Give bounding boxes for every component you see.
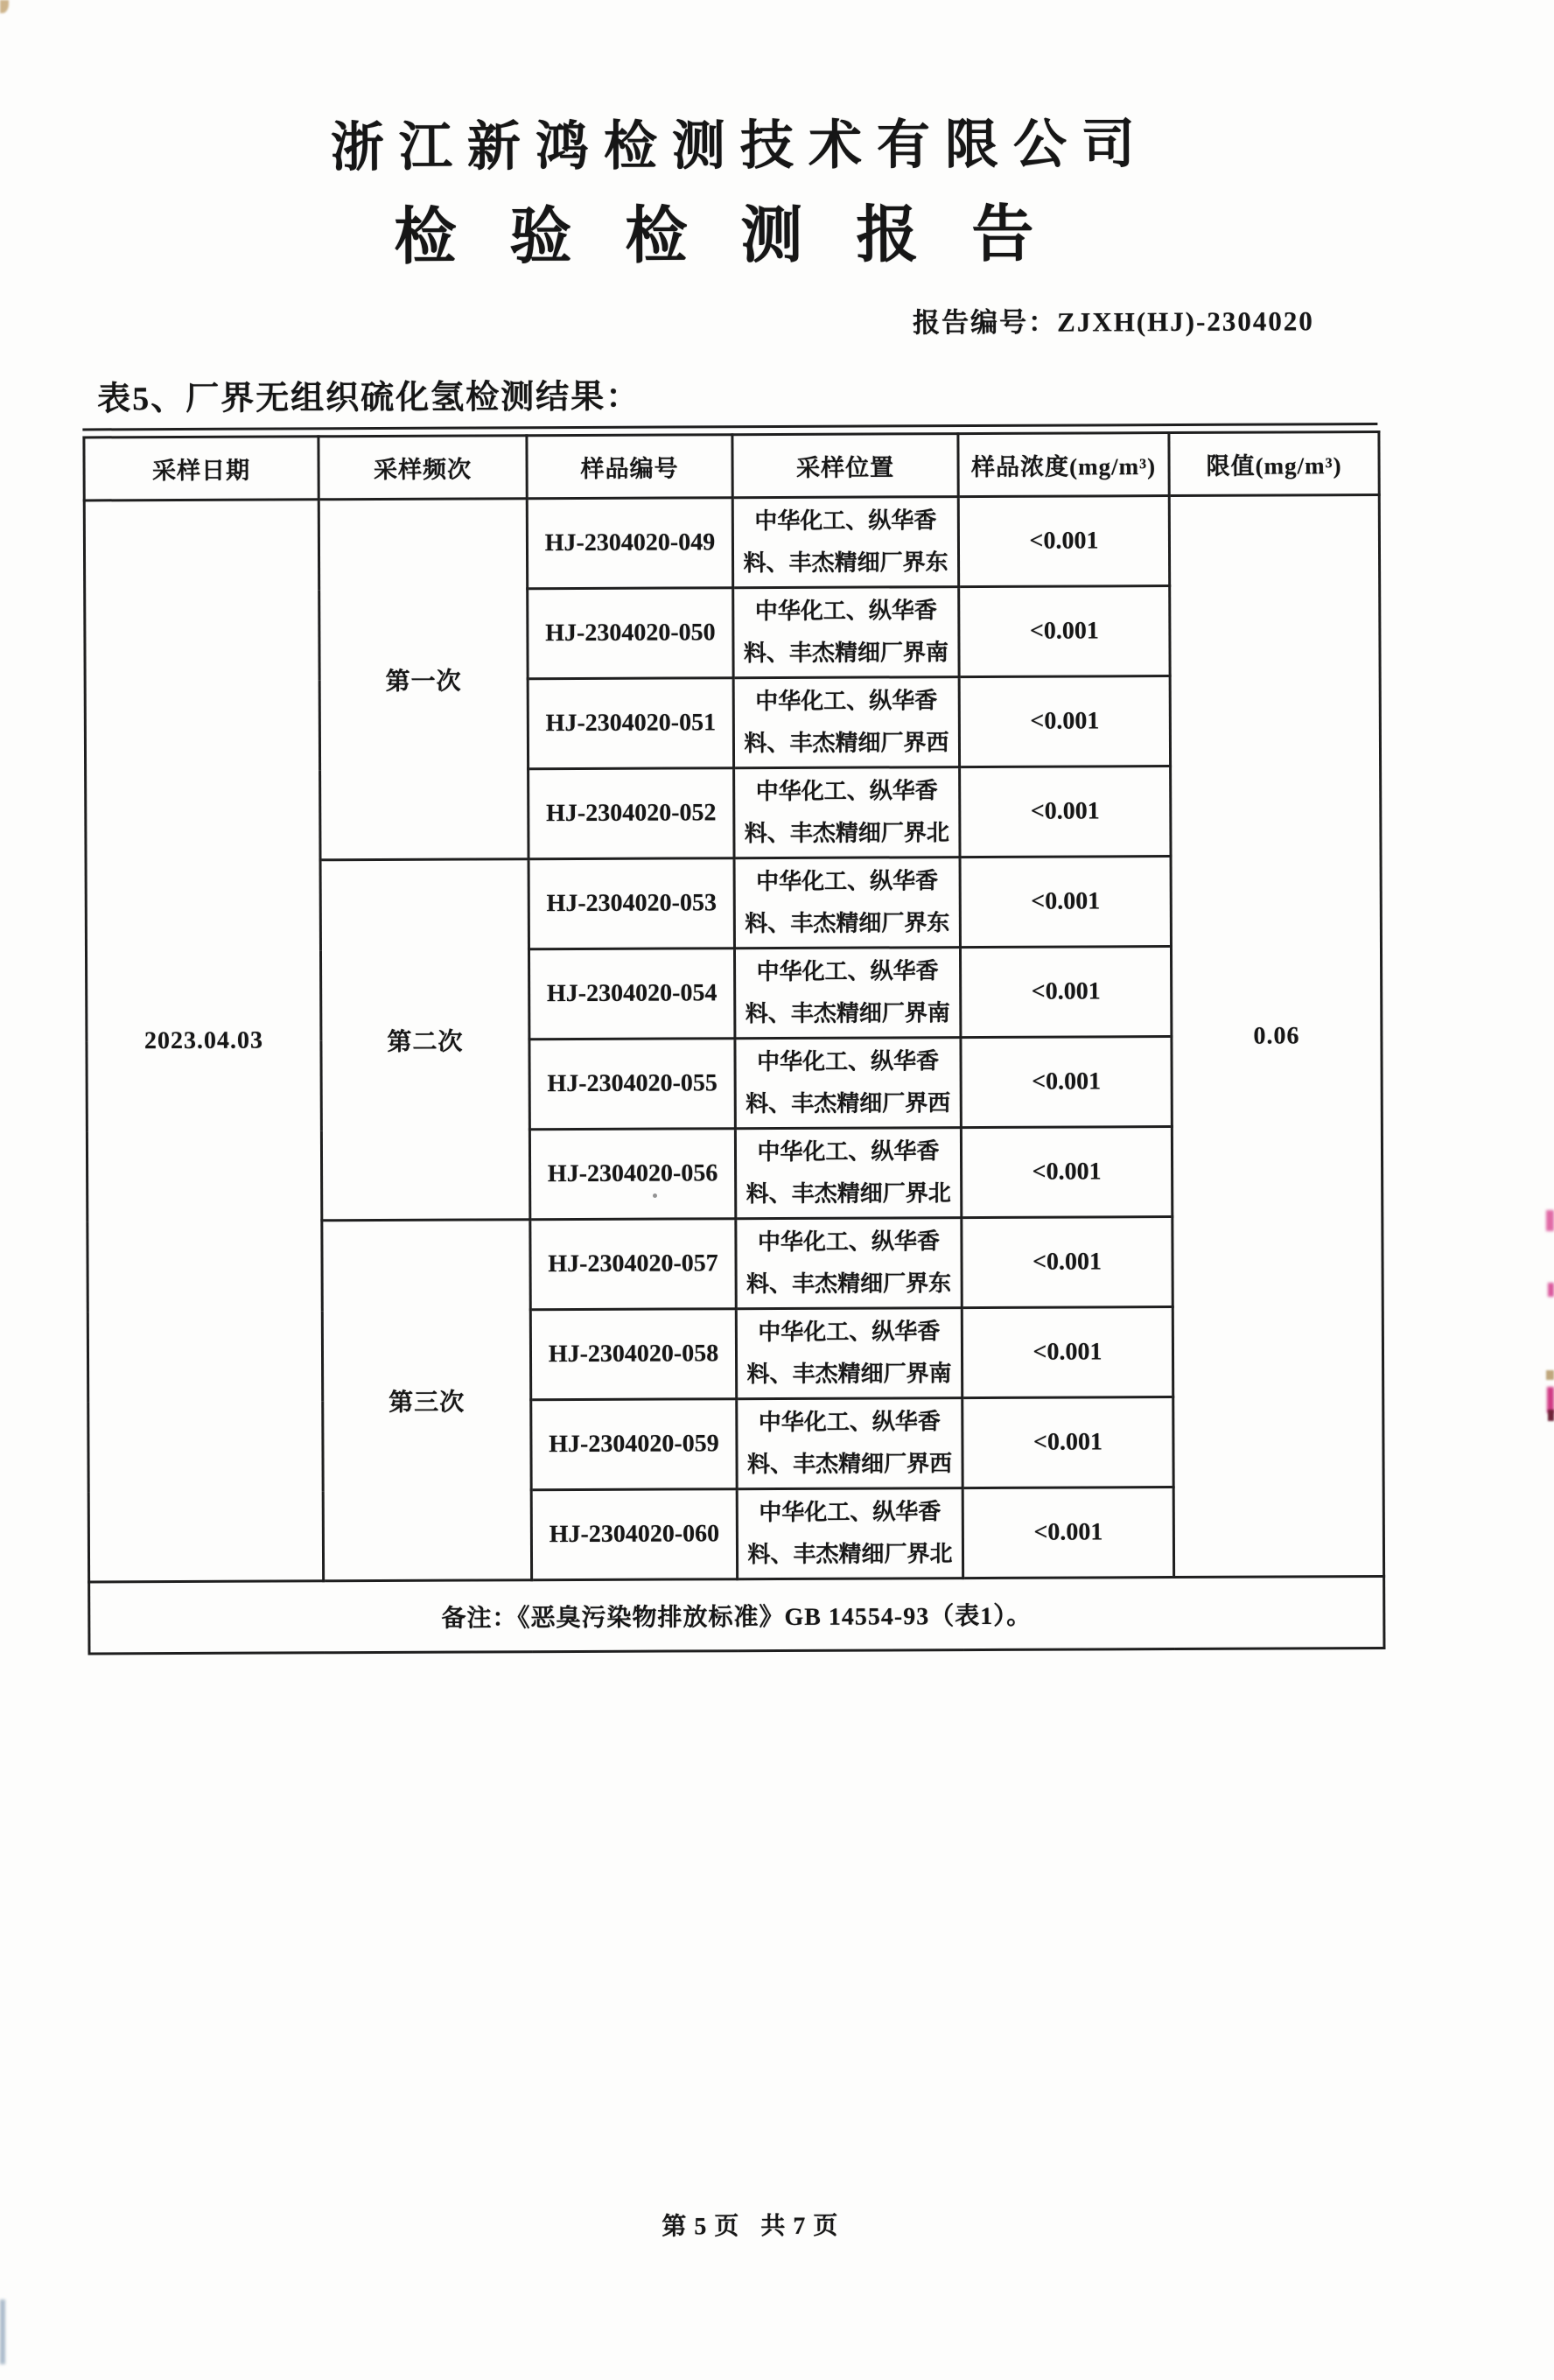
- sample-no-cell: HJ-2304020-056: [529, 1129, 735, 1220]
- location-cell: 中华化工、纵华香料、丰杰精细厂界西: [737, 1398, 962, 1489]
- location-cell: 中华化工、纵华香料、丰杰精细厂界东: [734, 858, 960, 948]
- sample-no-cell: HJ-2304020-054: [528, 948, 734, 1040]
- note-cell: 备注：《恶臭污染物排放标准》GB 14554-93（表1）。: [89, 1576, 1384, 1653]
- sample-no-cell: HJ-2304020-051: [528, 678, 733, 769]
- results-table-wrapper: [82, 423, 1382, 1655]
- location-cell: 中华化工、纵华香料、丰杰精细厂界南: [736, 1308, 962, 1399]
- sample-no-cell: HJ-2304020-058: [530, 1309, 736, 1400]
- company-name: 浙江新鸿检测技术有限公司: [330, 116, 1151, 178]
- section-title: 表5、厂界无组织硫化氢检测结果：: [97, 378, 641, 418]
- table-row: [84, 494, 1379, 590]
- col-header-sample-no: 样品编号: [527, 435, 732, 499]
- sampling-date-cell: 2023.04.03: [84, 500, 323, 1582]
- frequency-cell-3: 第三次: [322, 1220, 532, 1581]
- value-cell: <0.001: [960, 857, 1171, 948]
- location-cell: 中华化工、纵华香料、丰杰精细厂界北: [735, 1128, 961, 1219]
- sample-no-cell: HJ-2304020-060: [531, 1489, 737, 1580]
- report-number: [913, 298, 1314, 340]
- location-cell: 中华化工、纵华香料、丰杰精细厂界西: [735, 1038, 961, 1129]
- value-cell: <0.001: [961, 1127, 1172, 1218]
- value-cell: <0.001: [962, 1307, 1172, 1398]
- col-header-concentration: 样品浓度(mg/m³): [958, 433, 1169, 497]
- location-cell: 中华化工、纵华香料、丰杰精细厂界南: [734, 948, 960, 1039]
- frequency-cell-1: 第一次: [318, 499, 528, 860]
- table-header-row: [84, 431, 1379, 500]
- location-cell: 中华化工、纵华香料、丰杰精细厂界东: [736, 1218, 962, 1309]
- sample-no-cell: HJ-2304020-050: [528, 588, 733, 679]
- location-cell: 中华化工、纵华香料、丰杰精细厂界北: [737, 1488, 962, 1579]
- page-number: 第5页 共7页: [662, 2212, 846, 2241]
- sample-no-cell: HJ-2304020-059: [531, 1399, 737, 1490]
- report-number-label: 报告编号：: [913, 306, 1058, 339]
- value-cell: <0.001: [961, 1037, 1172, 1128]
- value-cell: <0.001: [960, 947, 1171, 1038]
- location-cell: 中华化工、纵华香料、丰杰精细厂界西: [733, 677, 959, 768]
- value-cell: <0.001: [962, 1217, 1172, 1308]
- value-cell: <0.001: [959, 586, 1170, 677]
- sample-no-cell: HJ-2304020-052: [528, 768, 734, 859]
- value-cell: <0.001: [960, 766, 1171, 858]
- sample-no-cell: HJ-2304020-057: [530, 1219, 736, 1310]
- sample-no-cell: HJ-2304020-055: [529, 1039, 735, 1130]
- report-title: 检验检测报告: [394, 200, 1088, 272]
- location-cell: 中华化工、纵华香料、丰杰精细厂界东: [732, 497, 958, 588]
- location-cell: 中华化工、纵华香料、丰杰精细厂界北: [734, 767, 960, 858]
- col-header-limit: 限值(mg/m³): [1169, 431, 1379, 495]
- sample-no-cell: HJ-2304020-053: [528, 858, 734, 949]
- scan-smudge: [0, 2300, 5, 2364]
- col-header-sampling-loc: 采样位置: [732, 434, 958, 498]
- location-cell: 中华化工、纵华香料、丰杰精细厂界南: [733, 587, 959, 678]
- value-cell: <0.001: [958, 496, 1169, 587]
- report-number-value: ZJXH(HJ)-2304020: [1057, 305, 1314, 338]
- sample-no-cell: HJ-2304020-049: [527, 498, 732, 589]
- value-cell: <0.001: [959, 676, 1170, 767]
- table-note-row: [89, 1576, 1384, 1653]
- results-table: [82, 430, 1385, 1655]
- limit-cell: 0.06: [1169, 494, 1383, 1577]
- value-cell: <0.001: [962, 1397, 1173, 1488]
- col-header-sampling-date: 采样日期: [84, 437, 318, 500]
- frequency-cell-2: 第二次: [320, 859, 530, 1221]
- col-header-sampling-freq: 采样频次: [318, 436, 527, 500]
- value-cell: <0.001: [962, 1488, 1173, 1578]
